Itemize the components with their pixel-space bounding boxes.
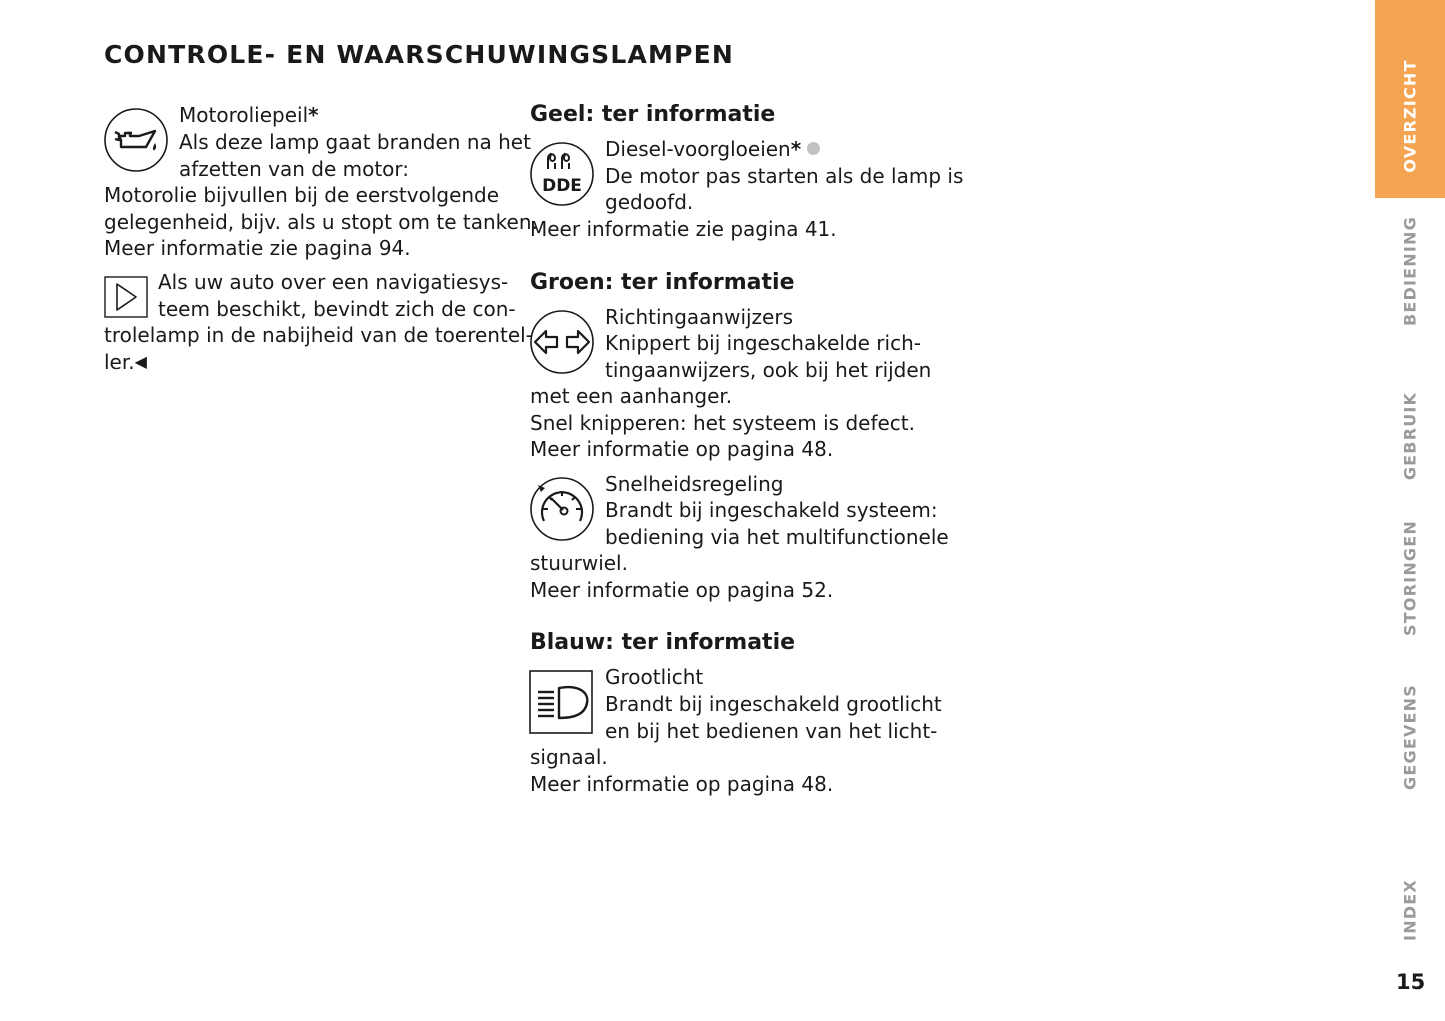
oil-text-line: Motorolie bijvullen bij de eerstvolgende xyxy=(104,183,500,207)
turn-text-line: met een aanhanger. xyxy=(530,384,733,408)
turn-text-line: Knippert bij ingeschakelde rich- xyxy=(605,331,921,355)
section-heading-yellow: Geel: ter informatie xyxy=(530,102,776,127)
tab-gegevens[interactable]: GEGEVENS xyxy=(1400,684,1420,790)
indicator-dot-icon xyxy=(807,142,820,155)
high-beam-icon xyxy=(529,670,595,734)
oil-text-line: Als deze lamp gaat branden na het xyxy=(179,130,531,154)
section-heading-green: Groen: ter informatie xyxy=(530,270,795,295)
nav-text-line: trolelamp in de nabijheid van de toerentel- xyxy=(104,323,533,347)
page-number: 15 xyxy=(1396,970,1426,994)
navigation-triangle-icon xyxy=(104,276,148,318)
turn-text-line: Snel knipperen: het systeem is defect. xyxy=(530,411,915,435)
nav-text-end: ler. xyxy=(104,350,135,374)
beam-text-line: en bij het bedienen van het licht- xyxy=(605,719,938,743)
nav-text-line: teem beschikt, bevindt zich de con- xyxy=(158,297,516,321)
dde-label: DDE xyxy=(542,176,582,196)
tab-overzicht[interactable]: OVERZICHT xyxy=(1400,59,1420,173)
nav-text-line-last xyxy=(104,349,147,376)
cruise-text-line: stuurwiel. xyxy=(530,551,628,575)
section-heading-blue: Blauw: ter informatie xyxy=(530,630,796,655)
diesel-text-line: Meer informatie zie pagina 41. xyxy=(530,217,837,241)
diesel-title-line xyxy=(605,136,820,163)
cruise-control-speedometer-icon xyxy=(529,476,595,542)
oil-can-icon xyxy=(103,107,169,173)
turn-title: Richtingaanwijzers xyxy=(605,305,793,329)
cruise-title: Snelheidsregeling xyxy=(605,472,784,496)
chapter-tab-bar xyxy=(1375,0,1445,1021)
cruise-text-line: bediening via het multifunctionele xyxy=(605,525,949,549)
diesel-text-line: De motor pas starten als de lamp is xyxy=(605,164,964,188)
page-title: CONTROLE- EN WAARSCHUWINGSLAMPEN xyxy=(104,40,735,69)
beam-title: Grootlicht xyxy=(605,665,704,689)
turn-text-line: Meer informatie op pagina 48. xyxy=(530,437,834,461)
optional-equipment-star: * xyxy=(790,137,802,161)
tab-bediening[interactable]: BEDIENING xyxy=(1400,216,1420,326)
turn-signal-arrows-icon xyxy=(529,309,595,375)
oil-title-line xyxy=(179,102,319,129)
optional-equipment-star: * xyxy=(308,103,319,127)
diesel-preglow-icon xyxy=(529,141,595,207)
oil-title: Motoroliepeil xyxy=(179,103,309,127)
oil-text-line: Meer informatie zie pagina 94. xyxy=(104,236,411,260)
oil-text-line: gelegenheid, bijv. als u stopt om te tanken. xyxy=(104,210,538,234)
oil-text-line: afzetten van de motor: xyxy=(179,157,410,181)
diesel-title: Diesel-voorgloeien xyxy=(605,137,791,161)
cruise-text-line: Brandt bij ingeschakeld systeem: xyxy=(605,498,938,522)
turn-text-line: tingaanwijzers, ook bij het rijden xyxy=(605,358,932,382)
tab-storingen[interactable]: STORINGEN xyxy=(1400,520,1420,636)
tab-index[interactable]: INDEX xyxy=(1400,879,1420,941)
beam-text-line: signaal. xyxy=(530,745,608,769)
nav-text-line: Als uw auto over een navigatiesys- xyxy=(158,270,509,294)
cruise-text-line: Meer informatie op pagina 52. xyxy=(530,578,834,602)
beam-text-line: Brandt bij ingeschakeld grootlicht xyxy=(605,692,942,716)
tab-gebruik[interactable]: GEBRUIK xyxy=(1400,391,1420,481)
beam-text-line: Meer informatie op pagina 48. xyxy=(530,772,834,796)
diesel-text-line: gedoofd. xyxy=(605,190,694,214)
end-mark-icon: ◀ xyxy=(134,352,147,371)
